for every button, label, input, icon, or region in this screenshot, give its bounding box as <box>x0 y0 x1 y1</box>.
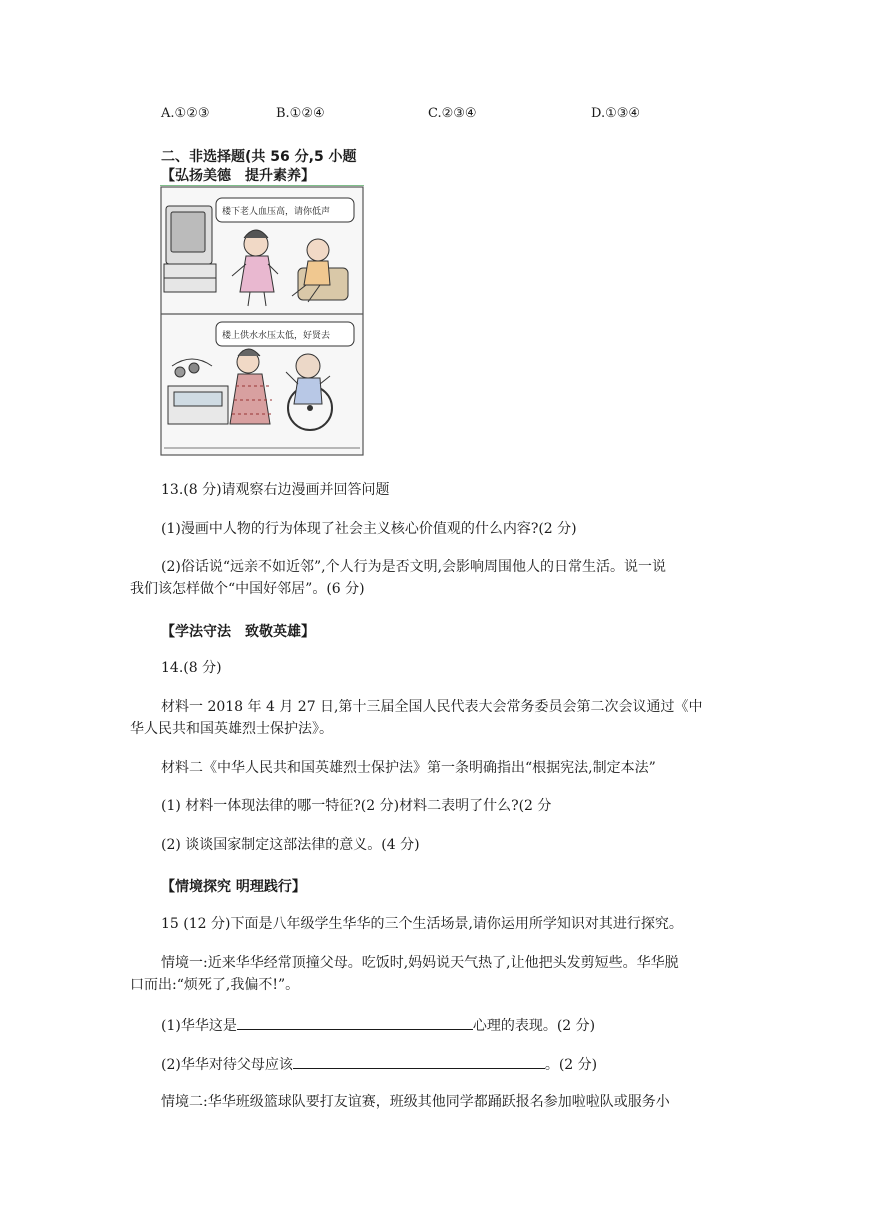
q13-part2-line1: (2)俗话说“远亲不如近邻”,个人行为是否文明,会影响周围他人的日常生活。说一说 <box>161 559 667 575</box>
q15-part2-suffix: 。(2 分) <box>544 1057 598 1073</box>
answer-blank-2[interactable] <box>293 1054 545 1069</box>
tv-icon <box>164 206 216 292</box>
option-b: B.①②④ <box>276 106 325 121</box>
q13-stem: 13.(8 分)请观察右边漫画并回答问题 <box>161 482 390 498</box>
section-heading-law: 【学法守法 致敬英雄】 <box>161 624 315 640</box>
q13-part1: (1)漫画中人物的行为体现了社会主义核心价值观的什么内容?(2 分) <box>161 521 577 537</box>
bubble1-text: 楼下老人血压高，请你低声 <box>222 207 331 217</box>
option-d: D.①③④ <box>591 106 641 121</box>
q14-part1: (1) 材料一体现法律的哪一特征?(2 分)材料二表明了什么?(2 分 <box>161 798 552 814</box>
q15-part2-prefix: (2)华华对待父母应该 <box>161 1057 293 1073</box>
speech-bubble-1 <box>216 198 354 222</box>
q15-stem: 15 (12 分)下面是八年级学生华华的三个生活场景,请你运用所学知识对其进行探究。 <box>161 916 683 932</box>
bubble2-text: 楼上供水水压太低，好贤去 <box>222 331 331 341</box>
q14-material1-line1: 材料一 2018 年 4 月 27 日,第十三届全国人民代表大会常务委员会第二次会议通过《中 <box>161 699 703 715</box>
q15-part1-prefix: (1)华华这是 <box>161 1018 237 1034</box>
q14-material2: 材料二《中华人民共和国英雄烈士保护法》第一条明确指出“根据宪法,制定本法” <box>161 760 656 776</box>
q14-stem: 14.(8 分) <box>161 660 222 676</box>
answer-blank-1[interactable] <box>237 1015 473 1030</box>
q15-scenario2-line1: 情境二:华华班级篮球队要打友谊赛，班级其他同学都踊跃报名参加啦啦队或服务小 <box>161 1094 670 1110</box>
option-a: A.①②③ <box>161 106 210 121</box>
q15-part1 <box>161 1015 595 1035</box>
speech-bubble-2 <box>216 322 354 346</box>
q15-scenario1-line1: 情境一:近来华华经常顶撞父母。吃饭时,妈妈说天气热了,让他把头发剪短些。华华脱 <box>161 955 679 971</box>
q14-material1-line2: 华人民共和国英雄烈士保护法》。 <box>130 721 333 737</box>
section-heading-virtue: 【弘扬美德 提升素养】 <box>161 168 315 184</box>
q14-part2: (2) 谈谈国家制定这部法律的意义。(4 分) <box>161 837 420 853</box>
q15-scenario1-line2: 口而出:“烦死了,我偏不!”。 <box>130 977 300 993</box>
section-title: 二、非选择题(共 56 分,5 小题 <box>161 149 357 165</box>
q13-part2-line2: 我们该怎样做个“中国好邻居”。(6 分) <box>130 581 365 597</box>
section-heading-inquiry: 【情境探究 明理践行】 <box>161 879 306 895</box>
cartoon-image <box>160 186 364 456</box>
q15-part1-suffix: 心理的表现。(2 分) <box>472 1018 596 1034</box>
option-c: C.②③④ <box>428 106 477 121</box>
q15-part2 <box>161 1054 597 1074</box>
